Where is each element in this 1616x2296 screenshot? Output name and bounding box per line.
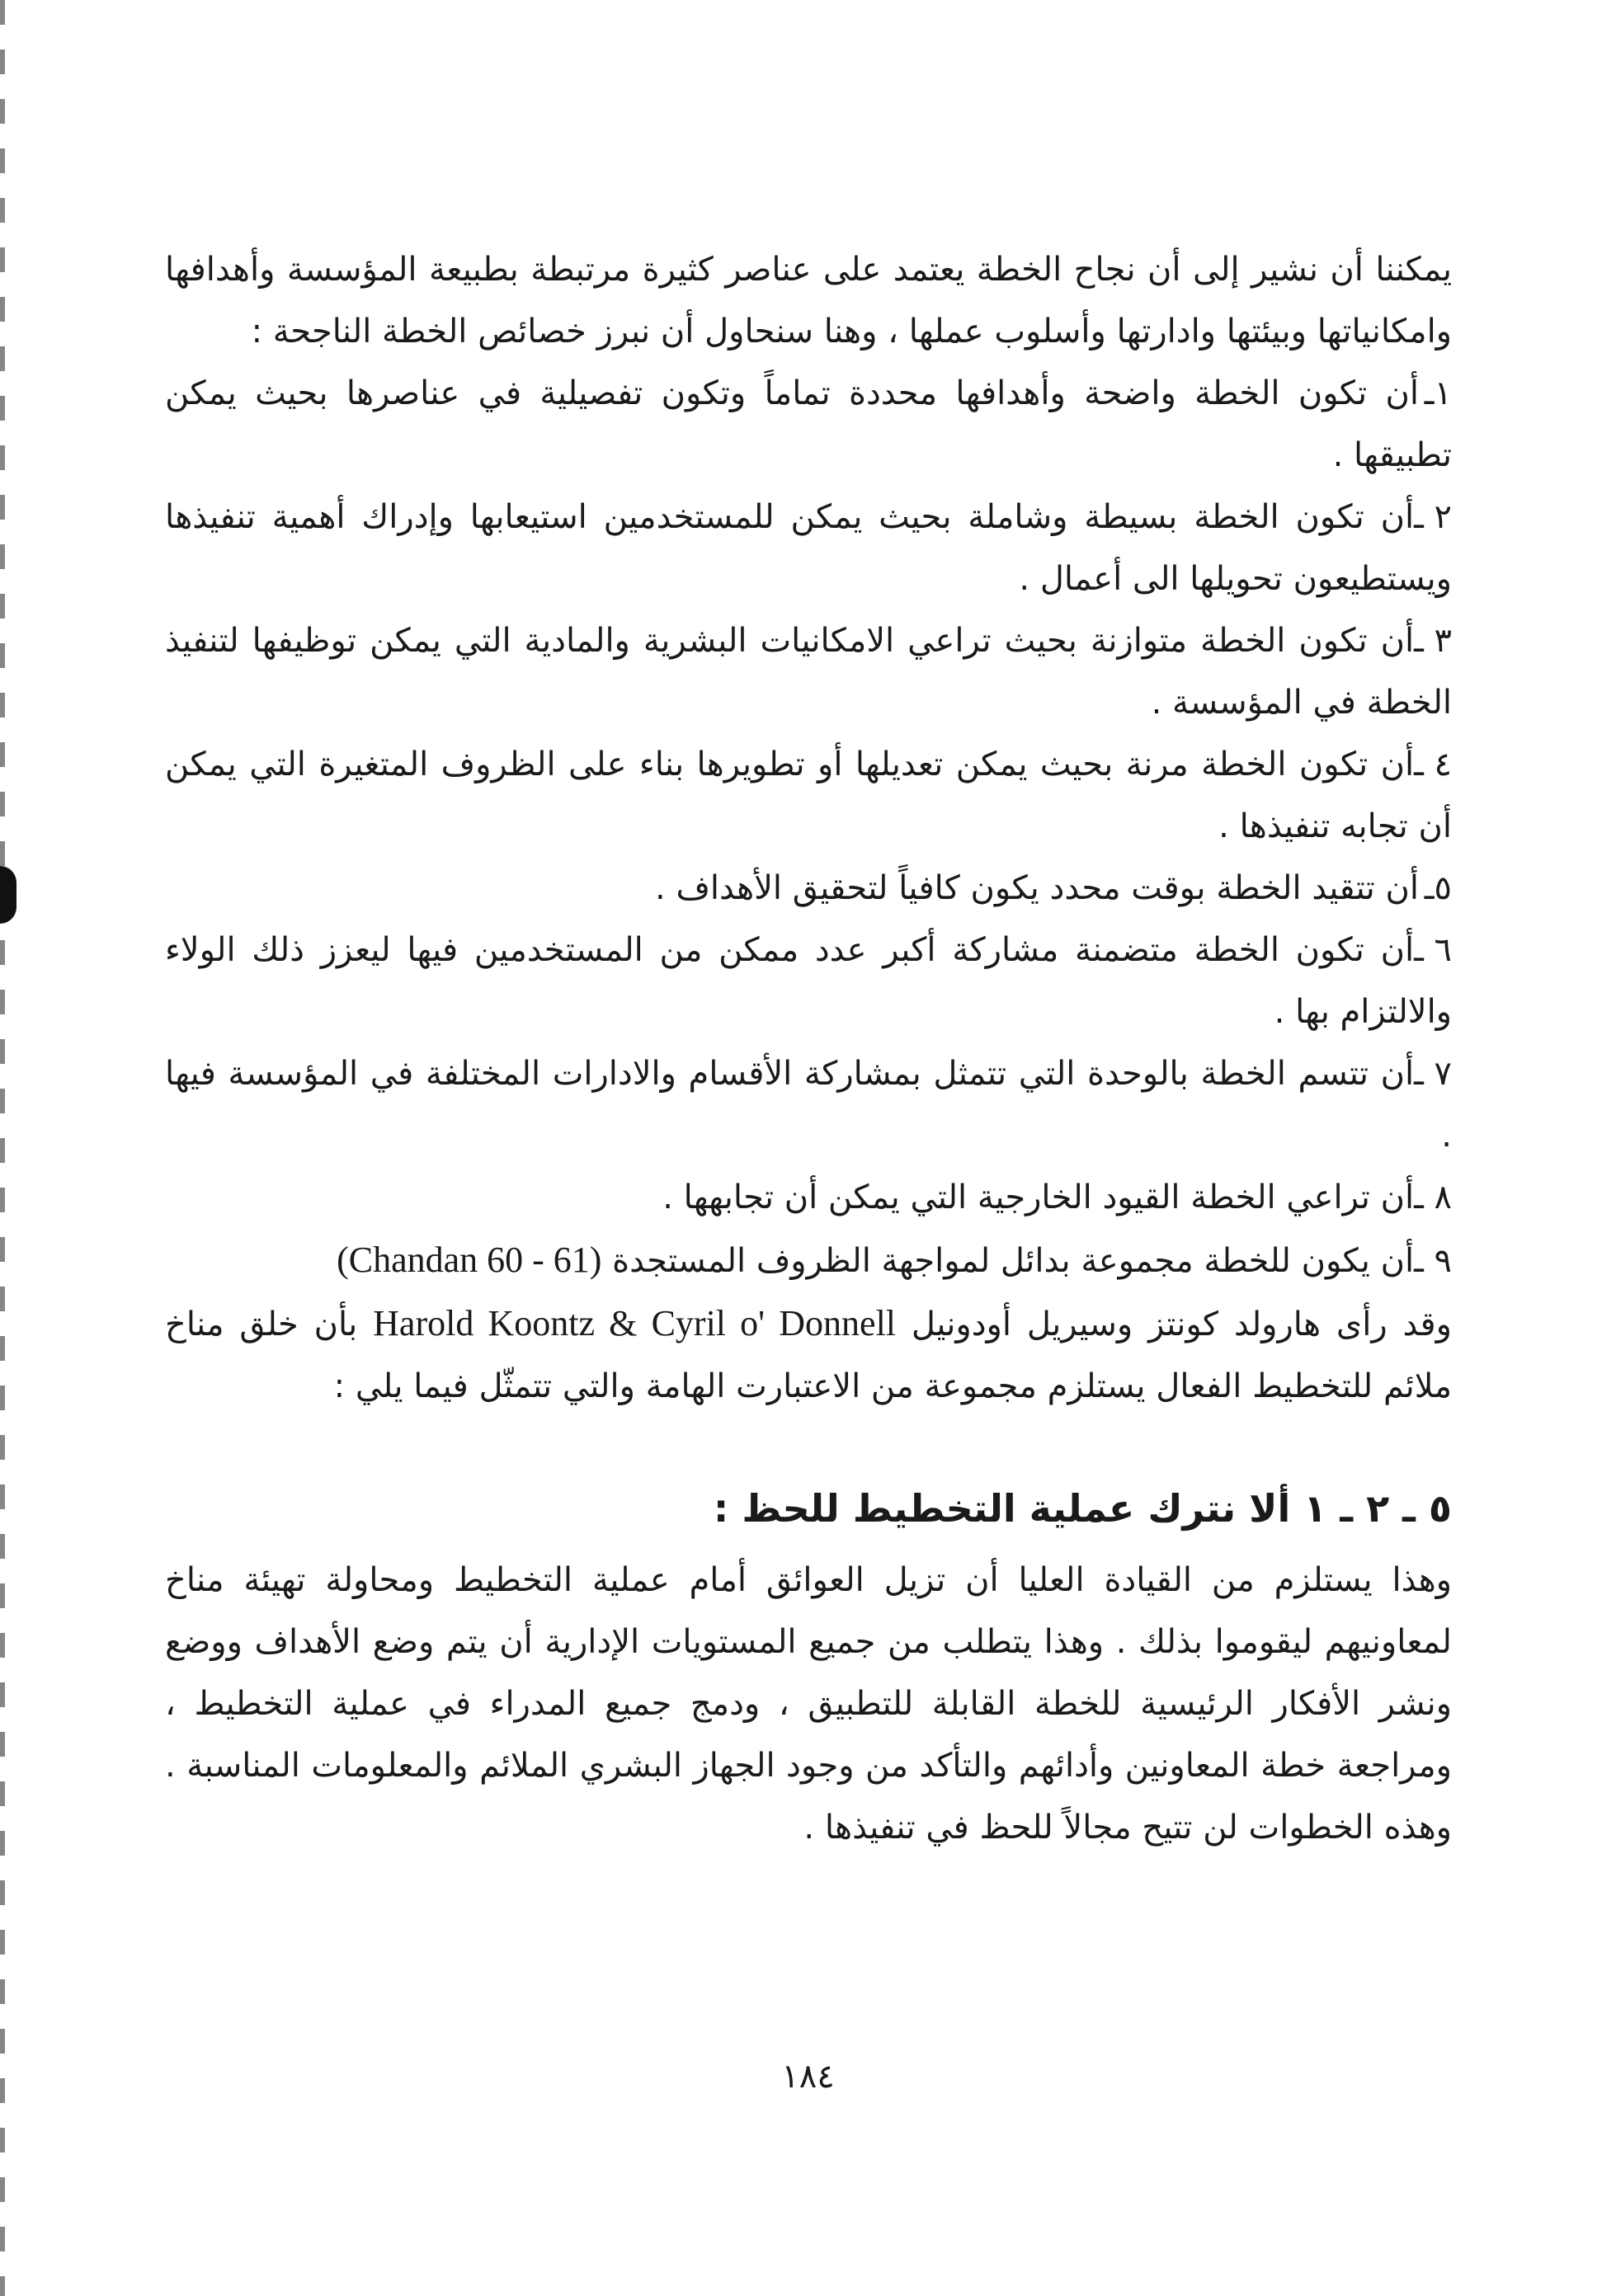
item-text: أن تراعي الخطة القيود الخارجية التي يمكن أن تجابهها . [662,1179,1415,1216]
list-item [165,610,1452,734]
item-text: أن تتقيد الخطة بوقت محدد يكون كافياً لتحقيق الأهداف . [655,869,1419,907]
koontz-names-en: Harold Koontz & Cyril o' Donnell [373,1303,897,1343]
list-item [165,363,1452,487]
page-binding-edge [0,0,5,2296]
item-number: ٣ ـ [1414,622,1452,660]
item-number: ١ـ [1424,374,1452,412]
item-number: ٩ ـ [1414,1242,1452,1280]
section-heading: ٥ ـ ٢ ـ ١ ألا نترك عملية التخطيط للحظ : [713,1486,1452,1531]
binding-hole-mark [0,866,16,924]
citation: (Chandan 60 - 61) [337,1240,602,1280]
item-text: أن يكون للخطة مجموعة بدائل لمواجهة الظروف المستجدة [612,1242,1415,1280]
page-body [165,239,1452,1859]
item-text: أن تتسم الخطة بالوحدة التي تتمثل بمشاركة الأقسام والادارات المختلفة في المؤسسة فيها . [165,1055,1452,1155]
list-item [165,920,1452,1043]
list-item [165,1229,1452,1292]
list-item [165,1167,1452,1229]
item-number: ٤ ـ [1414,746,1452,783]
characteristics-list [165,363,1452,1292]
list-item [165,1043,1452,1167]
list-item [165,734,1452,858]
item-number: ٨ ـ [1414,1179,1452,1216]
item-number: ٦ ـ [1414,931,1452,969]
section-paragraph: وهذا يستلزم من القيادة العليا أن تزيل العوائق أمام عملية التخطيط ومحاولة تهيئة مناخ لمعاونيهم ليقوموا بذلك . وهذا يتطلب من جميع المستويات الإدارية أن يتم وضع الأهداف ووضع ونشر الأفكار الرئيسية للخطة القابلة للتطبيق ، ودمج جميع المدراء في عملية التخطيط ، ومراجعة خطة المعاونين وأدائهم والتأكد من وجود الجهاز البشري الملائم والمعلومات المناسبة . وهذه الخطوات لن تتيح مجالاً للحظ في تنفيذها . [165,1561,1452,1847]
item-number: ٢ ـ [1414,498,1452,536]
list-item [165,487,1452,610]
koontz-paragraph [165,1292,1452,1418]
list-item [165,858,1452,920]
item-number: ٥ـ [1424,869,1452,907]
item-text: أن تكون الخطة واضحة وأهدافها محددة تماماً وتكون تفصيلية في عناصرها بحيث يمكن تطبيقها . [165,374,1452,474]
koontz-suffix: بأن خلق مناخ ملائم للتخطيط الفعال يستلزم مجموعة من الاعتبارت الهامة والتي تتمثّل فيما يلي : [165,1306,1452,1405]
intro-paragraph: يمكننا أن نشير إلى أن نجاح الخطة يعتمد على عناصر كثيرة مرتبطة بطبيعة المؤسسة وأهدافها وامكانياتها وبيئتها وادارتها وأسلوب عملها ، وهنا سنحاول أن نبرز خصائص الخطة الناجحة : [165,251,1452,351]
item-text: أن تكون الخطة متوازنة بحيث تراعي الامكانيات البشرية والمادية التي يمكن توظيفها لتنفيذ الخطة في المؤسسة . [165,622,1452,722]
item-text: أن تكون الخطة مرنة بحيث يمكن تعديلها أو تطويرها بناء على الظروف المتغيرة التي يمكن أن تجابه تنفيذها . [165,746,1452,845]
item-text: أن تكون الخطة بسيطة وشاملة بحيث يمكن للمستخدمين استيعابها وإدراك أهمية تنفيذها ويستطيعون تحويلها الى أعمال . [165,498,1452,598]
item-text: أن تكون الخطة متضمنة مشاركة أكبر عدد ممكن من المستخدمين فيها ليعزز ذلك الولاء والالتزام بها . [165,931,1452,1031]
page-number: ١٨٤ [781,2058,835,2096]
item-number: ٧ ـ [1414,1055,1452,1093]
koontz-prefix: وقد رأى هارولد كونتز وسيريل أودونيل [911,1306,1452,1343]
